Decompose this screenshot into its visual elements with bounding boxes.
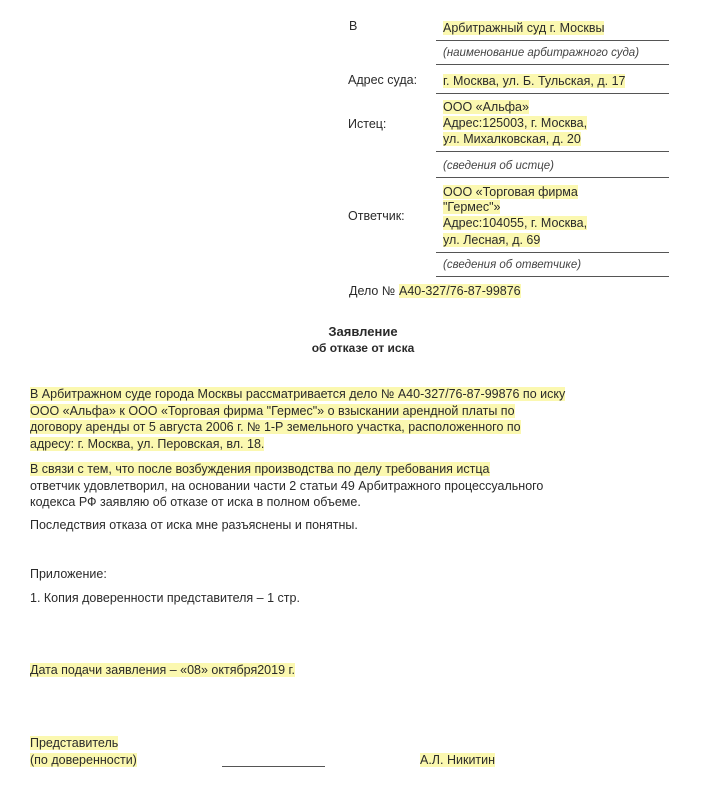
paragraph-1-line: договору аренды от 5 августа 2006 г. № 1-Р земельного участка, расположенного по	[30, 420, 521, 434]
document-subtitle: об отказе от иска	[311, 341, 415, 355]
plaintiff-hint: (сведения об истце)	[443, 160, 554, 172]
signature-line	[222, 766, 325, 767]
divider	[436, 151, 669, 152]
paragraph-1	[30, 386, 565, 452]
attachment-item: 1. Копия доверенности представителя – 1 стр.	[30, 591, 300, 605]
divider	[436, 93, 669, 94]
defendant-address-1: Адрес:104055, г. Москва,	[443, 216, 588, 230]
signatory-role: Представитель	[30, 736, 119, 750]
paragraph-1-line: адресу: г. Москва, ул. Перовская, вл. 18.	[30, 436, 265, 451]
document-title: Заявление	[328, 324, 398, 339]
paragraph-2-line: ответчик удовлетворил, на основании части 2 статьи 49 Арбитражного процессуального	[30, 478, 544, 493]
plaintiff-address-1: Адрес:125003, г. Москва,	[443, 116, 588, 130]
paragraph-1-line: В Арбитражном суде города Москвы рассматривается дело № А40-327/76-87-99876 по иску	[30, 387, 566, 401]
defendant-name-1: ООО «Торговая фирма	[443, 185, 578, 199]
court-hint: (наименование арбитражного суда)	[443, 47, 640, 59]
divider	[436, 64, 669, 65]
court-name: Арбитражный суд г. Москвы	[443, 21, 605, 35]
divider	[436, 177, 669, 178]
defendant-address-2: ул. Лесная, д. 69	[443, 233, 541, 247]
case-number: А40-327/76-87-99876	[399, 284, 521, 298]
to-label: В	[349, 19, 358, 33]
plaintiff-name: ООО «Альфа»	[443, 100, 529, 114]
court-address: г. Москва, ул. Б. Тульская, д. 17	[443, 74, 626, 88]
paragraph-2-line: В связи с тем, что после возбуждения производства по делу требования истца	[30, 462, 490, 476]
defendant-label: Ответчик:	[348, 209, 405, 223]
plaintiff-label: Истец:	[348, 117, 387, 131]
paragraph-1-line: ООО «Альфа» к ООО «Торговая фирма "Гермес"» о взыскании арендной платы по	[30, 403, 515, 418]
divider	[436, 252, 669, 253]
plaintiff-address-2: ул. Михалковская, д. 20	[443, 132, 581, 146]
case-label: Дело №	[349, 284, 396, 298]
divider	[436, 40, 669, 41]
court-address-label: Адрес суда:	[348, 73, 418, 87]
signatory-name: А.Л. Никитин	[420, 753, 496, 767]
signatory-role-note: (по доверенности)	[30, 753, 137, 767]
divider	[436, 276, 669, 277]
paragraph-2	[30, 461, 543, 511]
filing-date: Дата подачи заявления – «08» октября2019 г.	[30, 663, 296, 677]
paragraph-3: Последствия отказа от иска мне разъяснены и понятны.	[30, 518, 358, 532]
defendant-name-2: "Гермес"»	[443, 200, 501, 214]
paragraph-2-line: кодекса РФ заявляю об отказе от иска в полном объеме.	[30, 495, 361, 509]
defendant-hint: (сведения об ответчике)	[443, 259, 582, 271]
attachments-label: Приложение:	[30, 567, 107, 581]
